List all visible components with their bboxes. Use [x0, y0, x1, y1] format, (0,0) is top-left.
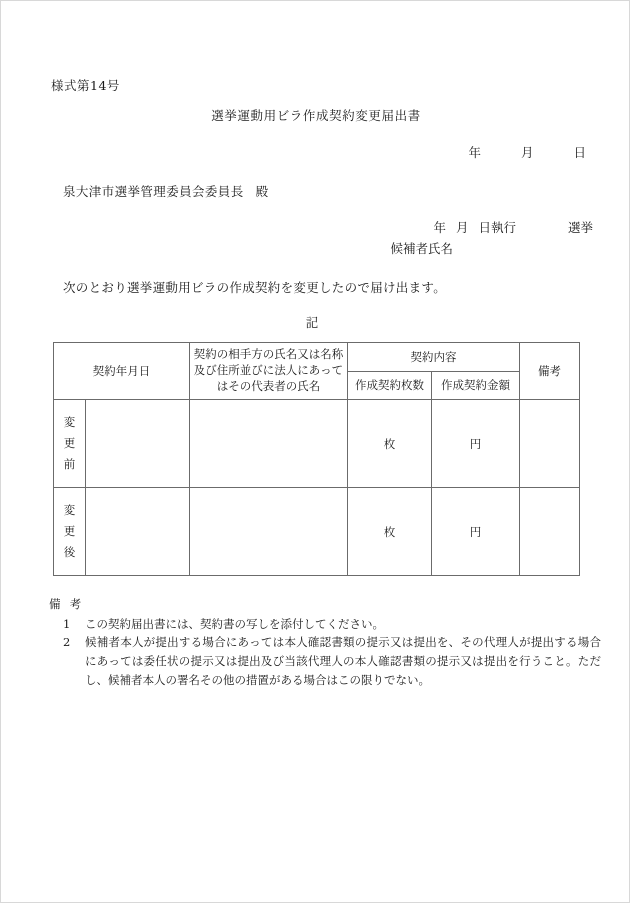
contract-table — [53, 342, 580, 576]
addressee-honorific: 殿 — [255, 184, 269, 199]
election-year-label: 年 — [433, 220, 446, 235]
notes-title-char-1: 備 — [49, 597, 61, 611]
note-number: 2 — [63, 635, 71, 650]
vertical-label-char: 変 — [63, 414, 76, 429]
election-day-execute-label: 日執行 — [478, 220, 516, 235]
cell-contract-date-after[interactable] — [86, 488, 190, 576]
date-month-label: 月 — [520, 145, 534, 160]
cell-sheets-after[interactable]: 枚 — [348, 488, 432, 576]
notes-section — [49, 595, 601, 689]
header-sheets: 作成契約枚数 — [348, 371, 432, 400]
header-counterparty: 契約の相手方の氏名又は名称及び住所並びに法人にあってはその代表者の氏名 — [190, 343, 348, 400]
ki-mark: 記 — [305, 315, 319, 330]
cell-contract-date-before[interactable] — [86, 400, 190, 488]
header-contract-details: 契約内容 — [348, 343, 520, 372]
row-label-before — [54, 400, 86, 488]
vertical-label — [54, 500, 85, 564]
vertical-label-char: 変 — [63, 502, 76, 517]
vertical-label-char: 前 — [63, 457, 76, 472]
table-header-row-1 — [54, 343, 580, 372]
addressee-line — [63, 182, 269, 200]
note-number: 1 — [63, 616, 71, 631]
election-date-line — [1, 218, 593, 236]
header-amount: 作成契約金額 — [432, 371, 520, 400]
cell-amount-after[interactable]: 円 — [432, 488, 520, 576]
page-title: 選挙運動用ビラ作成契約変更届出書 — [211, 108, 421, 123]
submission-date-line — [1, 143, 586, 161]
form-number: 様式第14号 — [51, 78, 120, 93]
cell-remarks-after[interactable] — [520, 488, 580, 576]
election-label: 選挙 — [567, 220, 593, 235]
vertical-label-char: 後 — [63, 545, 76, 560]
table-row — [54, 488, 580, 576]
note-text: この契約届出書には、契約書の写しを添付してください。 — [85, 616, 384, 631]
candidate-name-label: 候補者氏名 — [390, 241, 453, 256]
header-remarks: 備考 — [520, 343, 580, 400]
cell-sheets-before[interactable]: 枚 — [348, 400, 432, 488]
row-label-after — [54, 488, 86, 576]
notes-title — [49, 595, 601, 614]
cell-counterparty-after[interactable] — [190, 488, 348, 576]
note-text: 候補者本人が提出する場合にあっては本人確認書類の提示又は提出を、その代理人が提出する場合にあっては委任状の提示又は提出及び当該代理人の本人確認書類の提示又は提出を行うこと。ただし、候補者本人の署名その他の措置がある場合はこの限りでない。 — [85, 635, 601, 687]
cell-counterparty-before[interactable] — [190, 400, 348, 488]
contract-table-wrapper — [53, 342, 579, 576]
cell-remarks-before[interactable] — [520, 400, 580, 488]
header-contract-date: 契約年月日 — [54, 343, 190, 400]
vertical-label — [54, 412, 85, 476]
vertical-label-char: 更 — [63, 435, 76, 450]
vertical-label-char: 更 — [63, 523, 76, 538]
date-year-label: 年 — [468, 145, 481, 160]
cell-amount-before[interactable]: 円 — [432, 400, 520, 488]
statement-text: 次のとおり選挙運動用ビラの作成契約を変更したので届け出ます。 — [63, 280, 447, 295]
note-item — [49, 633, 601, 689]
notes-title-char-2: 考 — [69, 597, 82, 611]
election-month-label: 月 — [455, 220, 469, 235]
addressee-name: 泉大津市選挙管理委員会委員長 — [63, 184, 244, 199]
date-day-label: 日 — [573, 145, 586, 160]
note-item — [49, 615, 601, 634]
table-row — [54, 400, 580, 488]
